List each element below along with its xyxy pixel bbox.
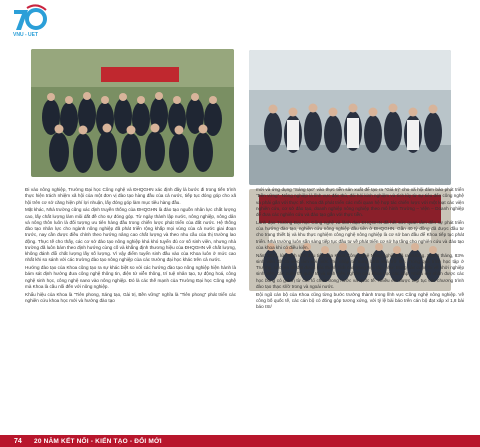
anniversary-logo (10, 4, 50, 38)
logo-subtext: VNU - UET (13, 32, 38, 38)
page-footer (0, 433, 480, 447)
paragraph: Đội ngũ cán bộ của Khoa cũng từng bước trưởng thành trong lĩnh vực Công nghệ nông nghiệp. Về công bố quốc tế, các cán bộ có đóng góp tương xứng, với tỷ lệ bài báo trên cán bộ đạt xấp xỉ 1,8 bài báo ISI/ (256, 291, 464, 310)
paragraph: Khẩu hiệu của Khoa là "Tiên phong, Sáng tạo, Gài trị, Bền vững" nghĩa là "Tiên phong" phát triển các nghiên cứu khoa học mới và hướng đào tạo (25, 291, 236, 304)
group-photo-lab (249, 50, 451, 185)
paragraph: Năm 2024, lứa sinh viên đầu tiên của Khoa Công nghệ Nông nghiệp đã ra trường. Sau 6 tháng, 83% sinh viên đã có việc làm với mức thu nhập từ trung bình khá trở lên. Trong quá trình học tập ở Trường, các em đã đạt được các thành tích cao trong học tập, như: trong các cuộc thi về khởi nghiệp sinh viên, các cuộc thi quốc tế và sinh viên nghiên cứu khoa học các cấp. Nhiều em nhận được các học bổng có giá trị từ các tổ chức trong nước và quốc tế. Nhiều em được tiếp tục các chương trình đào tạo thạc sĩ/ở trong và ngoài nước. (256, 252, 464, 289)
paragraph: Hướng đào tạo của Khoa cũng tạo ra sự khác biệt so với các hướng đào tạo nông nghiệp hiện hành là bám sát định hướng đưa công nghệ thông tin, điện tử viễn thông, trí tuệ nhân tạo, tự động hoá, công nghệ sinh học, công nghệ nano vào nông nghiệp. Đó là các thế mạnh của Trường Đại học Công nghệ mà Khoa là cầu nối đến với nông nghiệp. (25, 265, 236, 289)
group-photo-outdoor (31, 49, 234, 177)
text-column-right (256, 187, 464, 312)
paragraph: mới và ứng dụng "Sáng tạo" vào thực tiễn sản xuất để tạo ra "Giá trị" cho xã hội đảm bảo phát triển "Bền vững". Nông nghiệp là lĩnh vực đặc thù, đòi hỏi kinh nghiệm và tích lũy từ sự tiêu đến công nghệ và phải gắn với thực tế. Khoa đã phát triển các mối quan hệ hợp tác chiến lược với một loạt các viện nghiên cứu, cơ sở đào tạo, doanh nghiệp nông nghiệp theo mô hình Trường – Viện – Doanh nghiệp để đưa các nghiên cứu và đào tạo gắn với thực tiễn. (256, 187, 464, 217)
paragraph: Mặt khác, Nhà trường cũng xác định truyền thống của ĐHQGHN là đào tạo nguồn nhân lực chất lượng cao, lấy chất lượng làm mũi dắt đề cho sự đóng góp. Từ ngày thành lập nước, nông nghiệp, nông dân và nông thôn luôn là đối tượng ưu tiên hàng đầu trong chiến lược phát triển của đất nước. Hệ thống đào tạo nhân lực cho ngành nông nghiệp đã phát triển rộng khắp mọi vùng của cả nước giai đoạn trước, nay cần được điều chỉnh theo hướng nâng cao chất lượng và theo nhu cầu của thị trường lao động. Thực tế cho thấy, các cơ sở đào tạo nông nghiệp khá khó tuyển đủ cơ số sinh viên, nhưng nhà trường đã luôn bám theo định hướng cùng cố và khẳng định thương hiệu của ĐHQGHN về chất lượng, không đánh đổi chất lượng lấy số lượng. Vì vậy điểm tuyển sinh đầu vào của Khoa luôn ở mức cao nhất khi so sánh với các trường đào tạo nông nghiệp của các trường đại học khác trên cả nước. (25, 207, 236, 263)
footer-title: 20 NĂM KẾT NỐI - KIẾN TẠO - ĐỔI MỚI (34, 437, 162, 445)
text-column-left (25, 187, 236, 306)
page-number: 74 (14, 438, 22, 445)
paragraph: Lãnh đạo Trường Đại học Công nghệ và lãnh đạo ĐHQGHN đã hết sức quan tâm đến sự phát triển của hướng đào tạo, nghiên cứu nông nghiệp đầu tiên ở ĐHQGHN. Gần 40 tỷ đồng đã được đầu tư cho trang thiết bị và khu thực nghiệm công nghệ nông nghiệp là cơ sở ban đầu để Khoa tiếp tục phát triển. Nhà trường luôn sẵn sàng tiếp tục đầu tư về phát triển cơ sở hạ tầng cho nghiên cứu và đào tạo của khoa khi có điều kiện. (256, 219, 464, 250)
paragraph: Đi vào nông nghiệp, Trường Đại học Công nghệ và ĐHQGHN xác định đây là bước đi trong tiến trình thực hiện trách nhiệm xã hội của một đơn vị đào tạo hàng đầu của cả nước, tiếp tục đóng góp cho xã hội trên cơ sở căng hiện phí lợi nhuận, lấy đóng góp làm mục tiêu hàng đầu. (25, 187, 236, 205)
